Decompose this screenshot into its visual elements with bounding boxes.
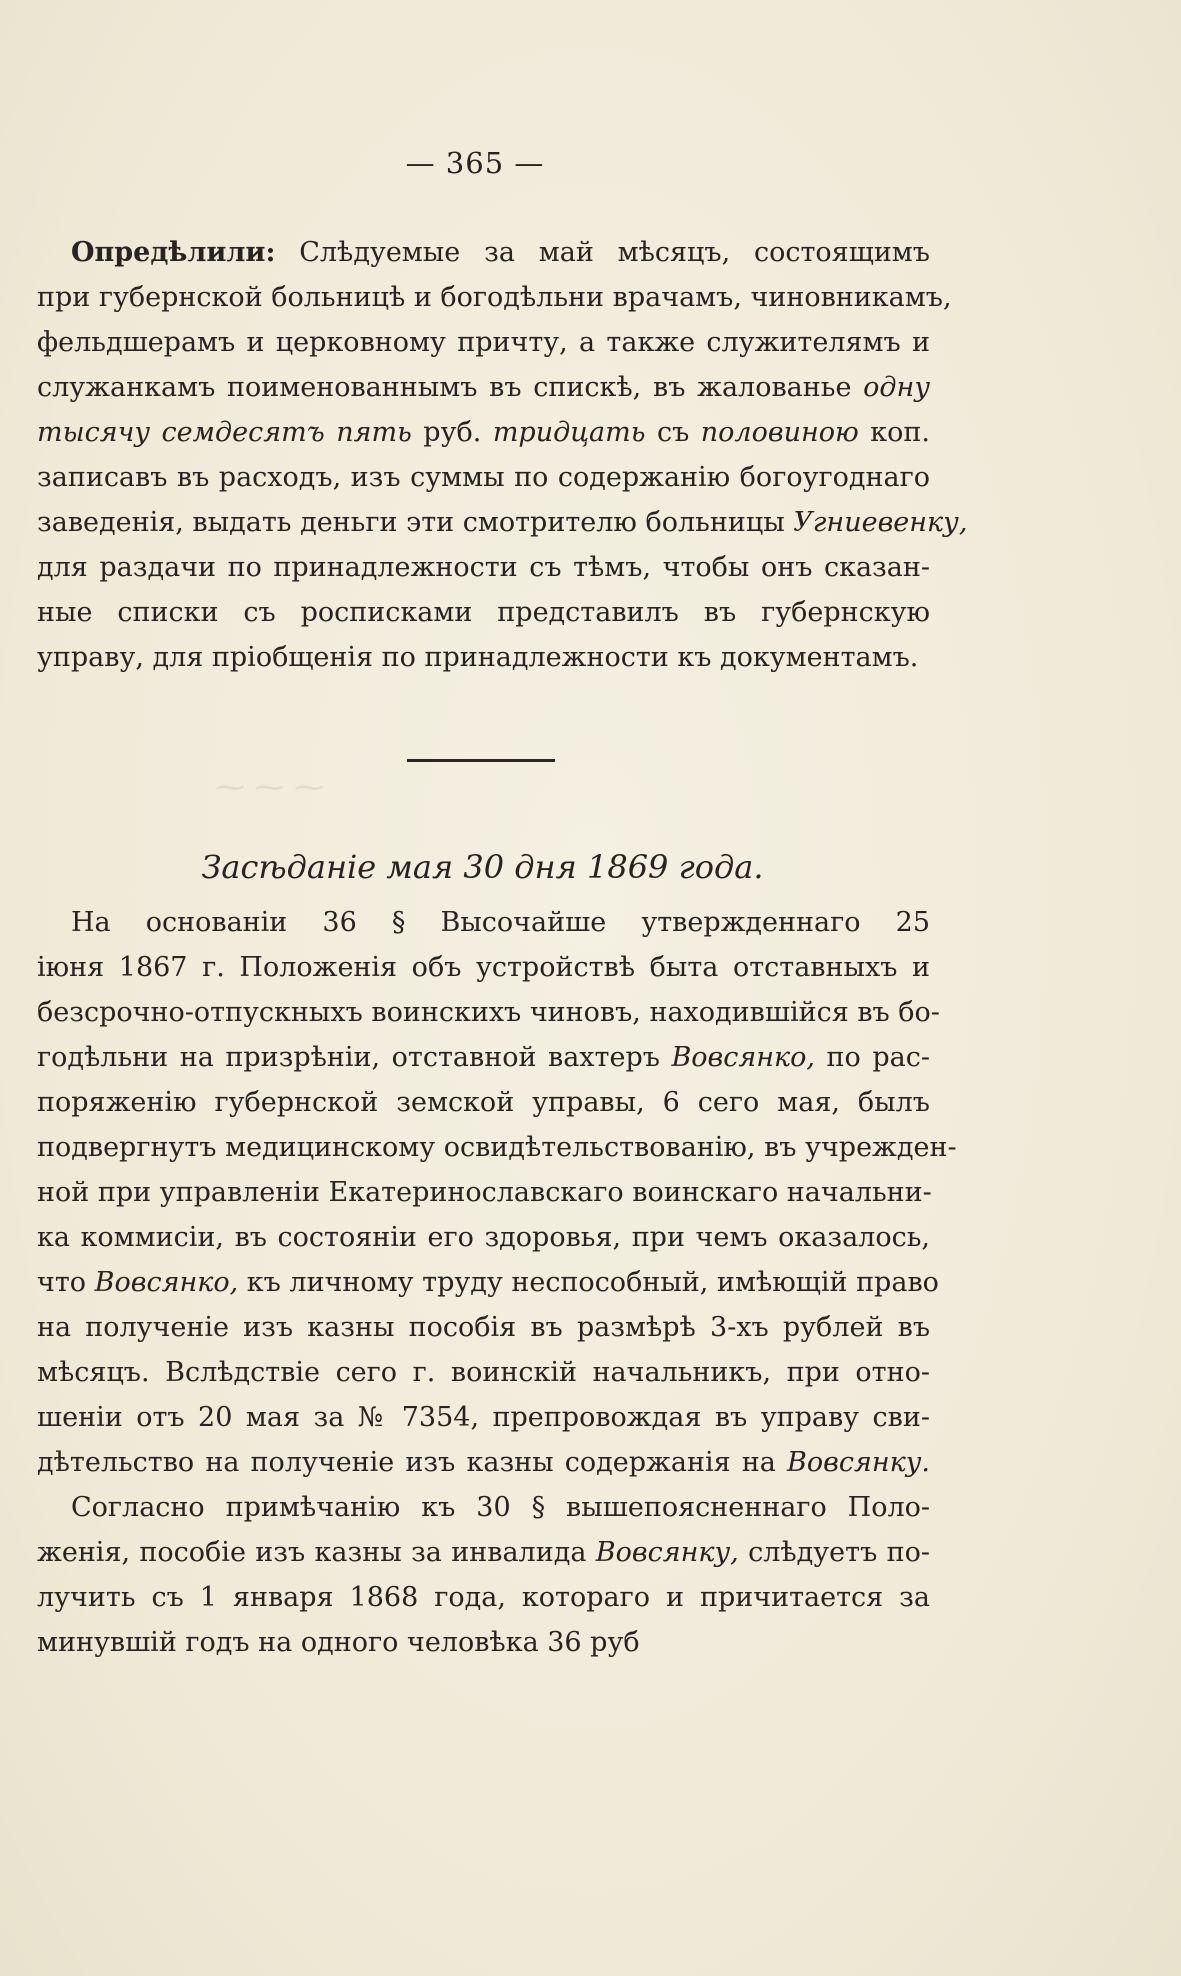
- text-line: [37, 455, 930, 500]
- bold-text: Опредѣлили:: [71, 237, 276, 268]
- text-segment: Слѣдуемые за май мѣсяцъ, состоящимъ: [275, 237, 930, 268]
- text-segment: минувшій годъ на одного человѣка 36 руб: [37, 1627, 640, 1658]
- text-segment: фельдшерамъ и церковному причту, а также служителямъ и: [37, 327, 930, 358]
- text-line: [37, 590, 930, 635]
- text-segment: коп.: [858, 417, 930, 448]
- text-segment: управу, для пріобщенія по принадлежности къ документамъ.: [37, 642, 919, 673]
- session-paragraph: [37, 900, 957, 1665]
- text-segment: при губернской больницѣ и богодѣльни врачамъ, чиновникамъ,: [37, 282, 952, 313]
- text-line: [37, 1530, 930, 1575]
- text-segment: мѣсяцъ. Вслѣдствіе сего г. воинскій начальникъ, при отно-: [37, 1357, 930, 1388]
- text-segment: дѣтельство на полученіе изъ казны содержанія на: [37, 1447, 788, 1478]
- text-line: [37, 275, 952, 320]
- text-segment: іюня 1867 г. Положенія объ устройствѣ быта отставныхъ и: [37, 952, 930, 983]
- text-segment: поряженію губернской земской управы, 6 сего мая, былъ: [37, 1087, 930, 1118]
- text-segment: къ личному труду неспособный, имѣющій право: [238, 1267, 939, 1298]
- text-segment: ные списки съ росписками представилъ въ губернскую: [37, 597, 930, 628]
- text-line: [37, 1485, 930, 1530]
- text-segment: шеніи отъ 20 мая за № 7354, препровождая въ управу сви-: [37, 1402, 930, 1433]
- text-segment: Согласно примѣчанію къ 30 § вышепоясненнаго Поло-: [71, 1492, 930, 1523]
- page-number: — 365 —: [405, 146, 545, 180]
- italic-text: тридцать: [492, 417, 646, 448]
- text-segment: слѣдуетъ по-: [738, 1537, 930, 1568]
- text-segment: для раздачи по принадлежности съ тѣмъ, чтобы онъ сказан-: [37, 552, 930, 583]
- italic-text: одну: [863, 372, 930, 403]
- italic-text: тысячу семдесятъ пять: [37, 417, 412, 448]
- text-segment: На основаніи 36 § Высочайше утвержденнаго 25: [71, 907, 930, 938]
- text-line: [37, 410, 930, 455]
- text-line: [37, 545, 930, 590]
- text-line: [37, 1620, 930, 1665]
- text-line: [37, 500, 968, 545]
- text-line: [37, 1350, 930, 1395]
- text-segment: по рас-: [815, 1042, 930, 1073]
- bleed-through-decoration: ⁓ ⁓ ⁓: [215, 770, 325, 805]
- text-line: [37, 1395, 930, 1440]
- text-line: [37, 1215, 930, 1260]
- text-line: [37, 1575, 930, 1620]
- text-line: [37, 1170, 930, 1215]
- text-line: [37, 365, 930, 410]
- text-segment: ной при управленіи Екатеринославскаго воинскаго начальни-: [37, 1177, 932, 1208]
- text-line: [37, 1080, 930, 1125]
- italic-text: Вовсянко,: [671, 1042, 816, 1073]
- italic-text: Угниевенку,: [793, 507, 968, 538]
- text-segment: что: [37, 1267, 95, 1298]
- italic-text: половиною: [700, 417, 859, 448]
- text-segment: ка коммисіи, въ состояніи его здоровья, при чемъ оказалось,: [37, 1222, 930, 1253]
- text-line: [37, 1125, 957, 1170]
- text-line: [37, 230, 930, 275]
- text-segment: руб.: [411, 417, 493, 448]
- text-segment: заведенія, выдать деньги эти смотрителю больницы: [37, 507, 794, 538]
- text-line: [37, 635, 930, 680]
- text-segment: записавъ въ расходъ, изъ суммы по содержанію богоугоднаго: [37, 462, 930, 493]
- text-line: [37, 1260, 939, 1305]
- text-line: [37, 900, 930, 945]
- text-segment: годѣльни на призрѣніи, отставной вахтеръ: [37, 1042, 672, 1073]
- text-line: [37, 320, 930, 365]
- text-segment: безсрочно-отпускныхъ воинскихъ чиновъ, находившійся въ бо-: [37, 997, 940, 1028]
- text-segment: на полученіе изъ казны пособія въ размѣрѣ 3-хъ рублей въ: [37, 1312, 930, 1343]
- text-segment: лучить съ 1 января 1868 года, котораго и причитается за: [37, 1582, 930, 1613]
- resolution-paragraph: [37, 230, 968, 680]
- text-line: [37, 990, 940, 1035]
- text-segment: женія, пособіе изъ казны за инвалида: [37, 1537, 596, 1568]
- italic-text: Вовсянко,: [94, 1267, 239, 1298]
- text-line: [37, 1035, 930, 1080]
- text-segment: подвергнутъ медицинскому освидѣтельствованію, въ учрежден-: [37, 1132, 957, 1163]
- text-segment: съ: [645, 417, 701, 448]
- text-line: [37, 1440, 930, 1485]
- text-segment: служанкамъ поименованнымъ въ спискѣ, въ жалованье: [37, 372, 864, 403]
- section-divider: [407, 759, 555, 762]
- italic-text: Вовсянку.: [787, 1447, 930, 1478]
- session-heading: Засѣданіе мая 30 дня 1869 года.: [201, 848, 764, 886]
- text-line: [37, 1305, 930, 1350]
- italic-text: Вовсянку,: [595, 1537, 739, 1568]
- text-line: [37, 945, 930, 990]
